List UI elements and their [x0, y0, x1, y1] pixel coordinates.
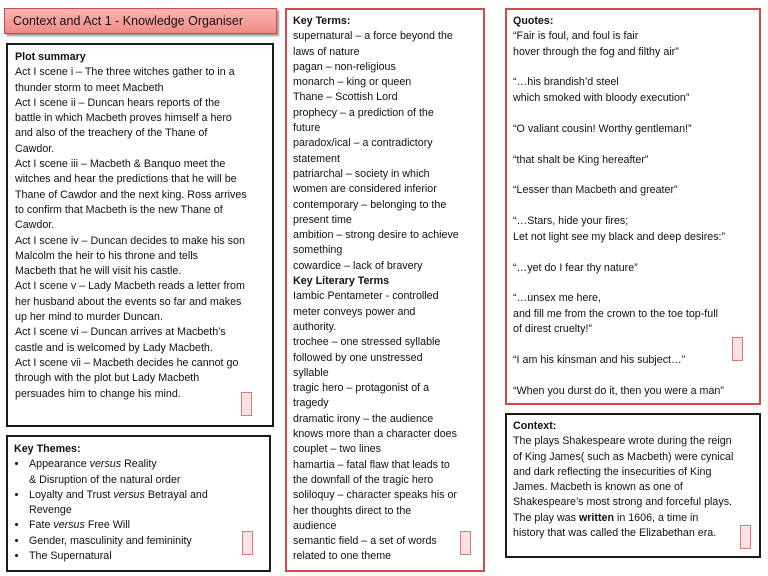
quote-line: “Fair is foul, and foul is fair — [513, 30, 639, 43]
context-line: The plays Shakespeare wrote during the reign — [513, 435, 732, 448]
literary-term-line: the downfall of the tragic hero — [293, 473, 434, 486]
literary-term-line: dramatic irony – the audience — [293, 412, 434, 425]
quote-item — [513, 29, 759, 60]
key-term-line: ambition – strong desire to achieve — [293, 229, 459, 242]
plot-summary-line: thunder storm to meet Macbeth — [15, 81, 164, 94]
plot-summary-line: through with the plot but Lady Macbeth — [15, 372, 200, 385]
theme-item: • Appearance versus Reality & Disruption of the natural order — [28, 457, 269, 488]
plot-summary-line: Cawdor. — [15, 142, 55, 155]
plot-summary-box — [6, 43, 274, 427]
key-term-line: future — [293, 122, 321, 135]
key-terms-heading: Key Terms: — [293, 15, 351, 27]
key-term-line: pagan – non-religious — [293, 60, 396, 73]
context-text — [513, 434, 759, 510]
plot-summary-line: Act I scene i – The three witches gather to in a — [15, 66, 235, 79]
literary-term-line: hamartia – fatal flaw that leads to — [293, 458, 450, 471]
plot-summary-line: witches and hear the predictions that he will be — [15, 173, 237, 186]
quote-line: hover through the fog and filthy air” — [513, 45, 679, 58]
highlight-marker — [740, 525, 751, 549]
key-term-line: something — [293, 244, 343, 257]
quote-item — [513, 153, 759, 168]
plot-summary-line: and also of the treachery of the Thane of — [15, 127, 208, 140]
plot-summary-line: Cawdor. — [15, 219, 55, 232]
key-term-line: laws of nature — [293, 45, 360, 58]
plot-summary-line: Act I scene iii – Macbeth & Banquo meet the — [15, 158, 226, 171]
quote-line: “O valiant cousin! Worthy gentleman!” — [513, 122, 692, 135]
quote-list — [513, 29, 759, 399]
quote-line: “…Stars, hide your fires; — [513, 215, 629, 228]
quote-line: “When you durst do it, then you were a man” — [513, 384, 724, 397]
plot-summary-line: Act I scene vii – Macbeth decides he cannot go — [15, 356, 239, 369]
key-term-line: women are considered inferior — [293, 183, 437, 196]
plot-summary-line: Act I scene iv – Duncan decides to make his son — [15, 234, 245, 247]
quote-line: “…unsex me here, — [513, 292, 601, 305]
plot-summary-line: Act I scene vi – Duncan arrives at Macbeth’s — [15, 326, 226, 339]
context-line: James. Macbeth is known as one of — [513, 481, 683, 494]
plot-summary-heading: Plot summary — [15, 51, 86, 63]
literary-term-line: couplet – two lines — [293, 443, 381, 456]
literary-term-line: knows more than a character does — [293, 428, 457, 441]
quotes-heading: Quotes: — [513, 15, 554, 27]
quote-item — [513, 183, 759, 198]
quote-line: “I am his kinsman and his subject…” — [513, 353, 686, 366]
literary-term-line: audience — [293, 519, 337, 532]
quote-item — [513, 122, 759, 137]
quote-item — [513, 384, 759, 399]
literary-term-line: meter conveys power and — [293, 305, 416, 318]
quote-line: “…his brandish’d steel — [513, 76, 619, 89]
literary-term-line: syllable — [293, 366, 329, 379]
quote-spacer — [513, 276, 759, 292]
theme-item: • Gender, masculinity and femininity — [28, 534, 269, 549]
quote-line: Let not light see my black and deep desires:” — [513, 230, 726, 243]
context-line: and dark reflecting the insecurities of King — [513, 465, 712, 478]
quote-line: of direst cruelty!” — [513, 323, 592, 336]
key-terms-list — [293, 29, 483, 274]
plot-summary-line: her husband about the events so far and makes — [15, 295, 242, 308]
quotes-box — [505, 8, 761, 405]
quote-spacer — [513, 60, 759, 76]
quote-spacer — [513, 337, 759, 353]
literary-term-line: her thoughts direct to the — [293, 504, 412, 517]
context-line: history that was called the Elizabethan era. — [513, 527, 717, 540]
quote-item — [513, 261, 759, 276]
literary-term-line: soliloquy – character speaks his or — [293, 489, 457, 502]
quote-item — [513, 291, 759, 337]
plot-summary-line: Act I scene ii – Duncan hears reports of the — [15, 96, 220, 109]
highlight-marker — [242, 531, 253, 555]
key-term-line: monarch – king or queen — [293, 76, 412, 89]
quote-spacer — [513, 106, 759, 122]
context-box — [505, 413, 761, 558]
literary-terms-heading: Key Literary Terms — [293, 275, 390, 288]
literary-term-line: authority. — [293, 320, 337, 333]
plot-summary-line: Malcolm the heir to his throne and tells — [15, 249, 198, 262]
key-term-line: prophecy – a prediction of the — [293, 106, 434, 119]
context-heading: Context: — [513, 420, 557, 432]
context-line: Shakespeare’s most strong and forceful plays. — [513, 496, 733, 509]
plot-summary-line: Thane of Cawdor and the next king. Ross arrives — [15, 188, 247, 201]
theme-item: • The Supernatural — [28, 549, 269, 564]
quote-spacer — [513, 168, 759, 184]
quote-line: “Lesser than Macbeth and greater” — [513, 184, 678, 197]
key-term-line: cowardice – lack of bravery — [293, 259, 423, 272]
plot-summary-line: to confirm that Macbeth is the new Thane of — [15, 203, 223, 216]
key-term-line: paradox/ical – a contradictory — [293, 137, 433, 150]
plot-summary-line: up her mind to murder Duncan. — [15, 311, 163, 324]
plot-summary-line: Macbeth that he will visit his castle. — [15, 265, 182, 278]
literary-term-line: Iambic Pentameter - controlled — [293, 290, 439, 303]
context-emphasis: written — [578, 511, 614, 524]
key-term-line: statement — [293, 152, 340, 165]
theme-item: • Fate versus Free Will — [28, 518, 269, 533]
literary-terms-list — [293, 289, 483, 564]
key-term-line: Thane – Scottish Lord — [293, 91, 398, 104]
key-themes-box — [6, 435, 271, 572]
context-line: The play was written in 1606, a time in — [513, 511, 699, 524]
plot-summary-text — [15, 65, 272, 402]
key-term-line: supernatural – a force beyond the — [293, 30, 453, 43]
highlight-marker — [460, 531, 471, 555]
key-terms-box — [285, 8, 485, 572]
literary-term-line: related to one theme — [293, 550, 392, 563]
key-term-line: present time — [293, 213, 352, 226]
highlight-marker — [732, 337, 743, 361]
page-title: Context and Act 1 - Knowledge Organiser — [4, 8, 277, 34]
quote-item — [513, 214, 759, 245]
literary-term-line: followed by one unstressed — [293, 351, 423, 364]
literary-term-line: tragic hero – protagonist of a — [293, 382, 430, 395]
quote-spacer — [513, 137, 759, 153]
literary-term-line: tragedy — [293, 397, 329, 410]
quote-item — [513, 353, 759, 368]
plot-summary-line: battle in which Macbeth proves himself a hero — [15, 112, 232, 125]
key-term-line: patriarchal – society in which — [293, 167, 430, 180]
quote-line: “that shalt be King hereafter” — [513, 153, 649, 166]
key-term-line: contemporary – belonging to the — [293, 198, 447, 211]
context-line: of King James( such as Macbeth) were cynical — [513, 450, 734, 463]
theme-list — [14, 457, 269, 564]
quote-spacer — [513, 199, 759, 215]
key-themes-heading: Key Themes: — [14, 443, 81, 455]
quote-item — [513, 75, 759, 106]
literary-term-line: trochee – one stressed syllable — [293, 336, 441, 349]
quote-spacer — [513, 245, 759, 261]
plot-summary-line: Act I scene v – Lady Macbeth reads a letter from — [15, 280, 245, 293]
theme-item: • Loyalty and Trust versus Betrayal and Revenge — [28, 488, 269, 519]
quote-line: and fill me from the crown to the toe top-full — [513, 307, 718, 320]
plot-summary-line: persuades him to change his mind. — [15, 387, 181, 400]
plot-summary-line: castle and is welcomed by Lady Macbeth. — [15, 341, 213, 354]
quote-spacer — [513, 368, 759, 384]
literary-term-line: semantic field – a set of words — [293, 535, 437, 548]
highlight-marker — [241, 392, 252, 416]
quote-line: which smoked with bloody execution” — [513, 91, 690, 104]
quote-line: “…yet do I fear thy nature” — [513, 261, 638, 274]
